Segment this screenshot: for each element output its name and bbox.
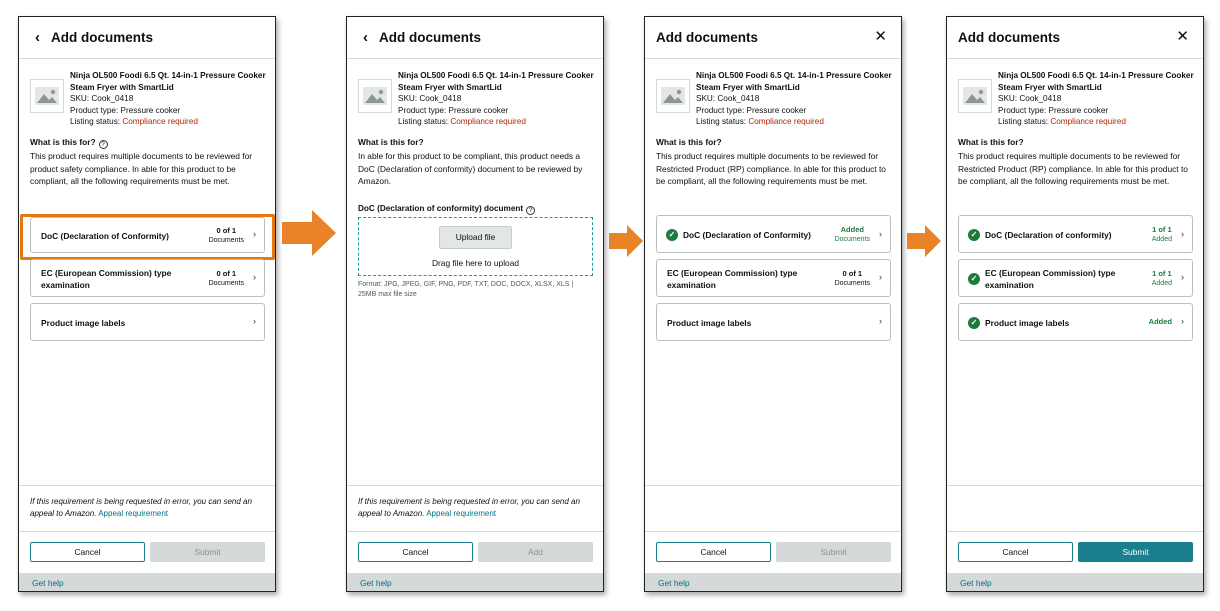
chevron-right-icon: › [253, 316, 256, 326]
panel-title: Add documents [958, 30, 1061, 45]
panel-header [19, 17, 275, 59]
appeal-text: If this requirement is being requested in error, you can send an appeal to Amazon. [30, 497, 252, 518]
cancel-button[interactable]: Cancel [958, 542, 1073, 562]
requirement-status [835, 269, 870, 289]
requirement-sub: Added [1151, 280, 1172, 287]
description: In able for this product to be compliant, this product needs a DoC (Declaration of conformity) document to be reviewed by Amazon. [358, 151, 583, 187]
requirement-doc[interactable] [958, 215, 1193, 253]
appeal-requirement-link[interactable]: Appeal requirement [98, 509, 169, 518]
check-circle-icon: ✓ [968, 273, 980, 285]
arrow-right-icon [907, 225, 941, 257]
chevron-right-icon: › [253, 272, 256, 282]
check-circle-icon: ✓ [968, 229, 980, 241]
product-sku: SKU: Cook_0418 [398, 94, 462, 103]
requirement-image-labels[interactable] [656, 303, 891, 341]
requirement-label: DoC (Declaration of Conformity) [683, 230, 811, 240]
requirement-count: 1 of 1 [1152, 225, 1172, 234]
requirement-ec[interactable] [958, 259, 1193, 297]
drag-hint: Drag file here to upload [431, 258, 520, 268]
product-info [696, 70, 894, 128]
chevron-right-icon: › [879, 229, 882, 239]
product-name: Ninja OL500 Foodi 6.5 Qt. 14-in-1 Pressure Cooker Steam Fryer with SmartLid [398, 71, 594, 92]
requirement-status [1152, 269, 1172, 289]
requirement-status [835, 225, 870, 245]
description: This product requires multiple documents to be reviewed for product safety compliance. In able for this product to be compliant, all the following requirements must be met. [30, 151, 253, 187]
product-sku: SKU: Cook_0418 [70, 94, 134, 103]
help-icon[interactable]: ? [526, 206, 535, 215]
help-bar [645, 573, 901, 592]
upload-section-title [358, 204, 535, 215]
add-documents-panel-4 [946, 16, 1204, 592]
panel-title: Add documents [379, 30, 482, 45]
listing-status-label: Listing status: [398, 117, 451, 126]
product-sku: SKU: Cook_0418 [998, 94, 1062, 103]
divider [947, 485, 1203, 486]
chevron-left-icon[interactable]: ‹ [363, 29, 368, 46]
get-help-link[interactable]: Get help [360, 578, 392, 588]
product-type: Product type: Pressure cooker [398, 105, 509, 115]
product-image-placeholder-icon [358, 79, 392, 113]
product-info [398, 70, 596, 128]
listing-status [998, 116, 1196, 128]
chevron-left-icon[interactable]: ‹ [35, 29, 40, 46]
what-is-this-for-heading: What is this for? [656, 137, 722, 147]
requirement-status [209, 269, 244, 289]
chevron-right-icon: › [879, 272, 882, 282]
product-name: Ninja OL500 Foodi 6.5 Qt. 14-in-1 Pressure Cooker Steam Fryer with SmartLid [696, 71, 892, 92]
requirement-sub: Added [1151, 236, 1172, 243]
requirement-label: EC (European Commission) type examination [985, 268, 1116, 290]
requirement-label: DoC (Declaration of conformity) [985, 230, 1112, 240]
requirement-label: DoC (Declaration of Conformity) [41, 231, 169, 241]
check-circle-icon: ✓ [968, 317, 980, 329]
help-bar [947, 573, 1203, 592]
arrow-right-icon [609, 225, 643, 257]
listing-status-label: Listing status: [998, 117, 1051, 126]
divider [947, 531, 1203, 532]
add-documents-panel-3 [644, 16, 902, 592]
chevron-right-icon: › [1181, 316, 1184, 326]
submit-button[interactable]: Submit [776, 542, 891, 562]
get-help-link[interactable]: Get help [960, 578, 992, 588]
panel-header [347, 17, 603, 59]
file-drop-zone[interactable] [358, 217, 593, 276]
listing-status-label: Listing status: [70, 117, 123, 126]
what-is-this-for-heading: What is this for? [358, 137, 424, 147]
appeal-notice [358, 496, 598, 520]
submit-button[interactable]: Submit [1078, 542, 1193, 562]
add-documents-panel-1 [18, 16, 276, 592]
what-is-this-for-heading [30, 137, 108, 149]
help-bar [347, 573, 603, 592]
product-image-placeholder-icon [958, 79, 992, 113]
add-button[interactable]: Add [478, 542, 593, 562]
requirement-count: 1 of 1 [1152, 269, 1172, 278]
product-type: Product type: Pressure cooker [70, 105, 181, 115]
listing-status-value: Compliance required [748, 117, 824, 126]
what-is-this-for-heading: What is this for? [958, 137, 1024, 147]
requirement-sub: Documents [834, 280, 870, 287]
chevron-right-icon: › [1181, 272, 1184, 282]
requirement-count: 0 of 1 [216, 269, 237, 278]
description: This product requires multiple documents to be reviewed for Restricted Product (RP) compliance. In able for this product to be compliant, all the following requirements must be met. [958, 151, 1188, 187]
listing-status [70, 116, 268, 128]
divider [645, 531, 901, 532]
requirement-sub: Documents [208, 237, 244, 244]
listing-status-value: Compliance required [1050, 117, 1126, 126]
appeal-text: If this requirement is being requested in error, you can send an appeal to Amazon. [358, 497, 580, 518]
listing-status-label: Listing status: [696, 117, 749, 126]
listing-status-value: Compliance required [122, 117, 198, 126]
requirement-count: 0 of 1 [216, 226, 237, 235]
requirement-status [209, 226, 244, 246]
panel-title: Add documents [51, 30, 154, 45]
panel-title: Add documents [656, 30, 759, 45]
divider [347, 531, 603, 532]
requirement-count: Added [1148, 317, 1172, 326]
product-info [998, 70, 1196, 128]
requirement-status [1152, 225, 1172, 245]
divider [19, 485, 275, 486]
what-is-this-for-text: What is this for? [30, 137, 96, 147]
divider [645, 485, 901, 486]
product-type: Product type: Pressure cooker [696, 105, 807, 115]
requirement-sub: Documents [834, 236, 870, 243]
cancel-button[interactable]: Cancel [358, 542, 473, 562]
description: This product requires multiple documents to be reviewed for Restricted Product (RP) compliance. In able for this product to be compliant, all the following requirements must be met. [656, 151, 886, 187]
requirement-doc[interactable] [30, 217, 265, 253]
product-name: Ninja OL500 Foodi 6.5 Qt. 14-in-1 Pressure Cooker Steam Fryer with SmartLid [70, 71, 266, 92]
get-help-link[interactable]: Get help [32, 578, 64, 588]
requirement-sub: Documents [208, 280, 244, 287]
chevron-right-icon: › [879, 316, 882, 326]
appeal-notice [30, 496, 270, 520]
requirement-doc[interactable] [656, 215, 891, 253]
requirement-label: EC (European Commission) type examination [41, 268, 172, 290]
cancel-button[interactable]: Cancel [656, 542, 771, 562]
help-icon[interactable]: ? [99, 140, 108, 149]
help-bar [19, 573, 275, 592]
cancel-button[interactable]: Cancel [30, 542, 145, 562]
chevron-right-icon: › [1181, 229, 1184, 239]
listing-status [696, 116, 894, 128]
product-name: Ninja OL500 Foodi 6.5 Qt. 14-in-1 Pressure Cooker Steam Fryer with SmartLid [998, 71, 1194, 92]
requirement-label: Product image labels [41, 318, 126, 328]
product-image-placeholder-icon [30, 79, 64, 113]
listing-status-value: Compliance required [450, 117, 526, 126]
submit-button[interactable]: Submit [150, 542, 265, 562]
add-documents-panel-2 [346, 16, 604, 592]
requirement-label: EC (European Commission) type examination [667, 268, 798, 290]
panel-header [947, 17, 1203, 59]
listing-status [398, 116, 596, 128]
requirement-image-labels[interactable] [958, 303, 1193, 341]
product-type: Product type: Pressure cooker [998, 105, 1109, 115]
format-hint: Format: JPG, JPEG, GIF, PNG, PDF, TXT, DOC, DOCX, XLSX, XLS | 25MB max file size [358, 281, 574, 298]
upload-title-text: DoC (Declaration of conformity) document [358, 204, 524, 213]
requirement-ec[interactable] [656, 259, 891, 297]
panel-header [645, 17, 901, 59]
product-image-placeholder-icon [656, 79, 690, 113]
requirement-label: Product image labels [985, 318, 1070, 328]
requirement-count: 0 of 1 [842, 269, 863, 278]
upload-file-button[interactable]: Upload file [439, 226, 512, 249]
close-icon[interactable]: ✕ [1176, 28, 1189, 45]
requirement-image-labels[interactable] [30, 303, 265, 341]
requirement-status [1149, 317, 1172, 327]
divider [19, 531, 275, 532]
requirement-ec[interactable] [30, 259, 265, 297]
check-circle-icon: ✓ [666, 229, 678, 241]
requirement-count: Added [840, 225, 864, 234]
product-info [70, 70, 268, 128]
arrow-right-icon [282, 210, 336, 256]
product-sku: SKU: Cook_0418 [696, 94, 760, 103]
requirement-label: Product image labels [667, 318, 752, 328]
get-help-link[interactable]: Get help [658, 578, 690, 588]
divider [347, 485, 603, 486]
chevron-right-icon: › [253, 229, 256, 239]
close-icon[interactable]: ✕ [874, 28, 887, 45]
appeal-requirement-link[interactable]: Appeal requirement [426, 509, 497, 518]
